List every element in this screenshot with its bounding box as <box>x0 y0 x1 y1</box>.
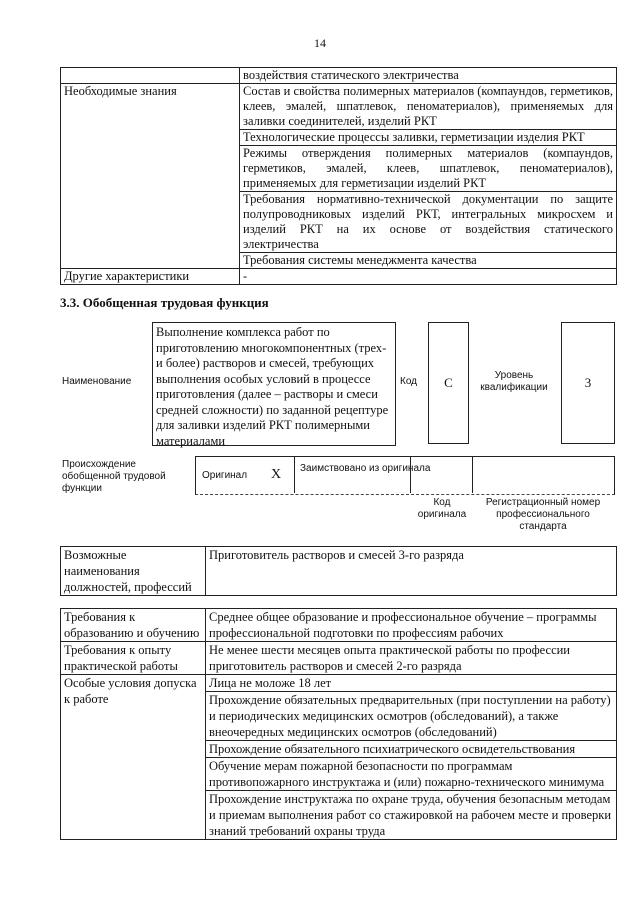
table-cell-value: Требования системы менеджмента качества <box>240 253 617 269</box>
list-item: Прохождение инструктажа по охране труда, обучения безопасным методам и приемам выполнения работ со стажировкой на рабочем месте и проверки знаний требований охраны труда <box>206 790 616 839</box>
table-row <box>61 675 617 840</box>
table-row <box>61 609 617 642</box>
page-number: 14 <box>314 36 326 50</box>
table-row <box>61 547 617 596</box>
level-value: 3 <box>584 375 592 390</box>
list-item: Прохождение обязательного психиатрического освидетельствования <box>206 740 616 757</box>
table-cell-value: Технологические процессы заливки, герметизации изделия РКТ <box>240 130 617 146</box>
origin-code-caption: Код оригинала <box>417 497 467 520</box>
table-cell-value: Требования нормативно-технической документации по защите полупроводниковых изделий РКТ, интегральных микросхем и изделий РКТ на их основе от воздействия статического электричества <box>240 192 617 253</box>
section-title: 3.3. Обобщенная трудовая функция <box>60 295 269 310</box>
level-label: Уровень квалификации <box>480 370 548 393</box>
origin-reg-caption: Регистрационный номер профессионального стандарта <box>485 497 601 532</box>
requirements-table <box>60 608 617 840</box>
table-row <box>61 84 617 130</box>
divider <box>294 456 295 493</box>
list-item: Лица не моложе 18 лет <box>209 676 332 690</box>
table-cell-value <box>206 675 617 840</box>
code-value: C <box>444 375 453 390</box>
table-row <box>61 269 617 285</box>
table-cell-label <box>61 68 240 84</box>
divider <box>410 456 411 493</box>
origin-original-label: Оригинал <box>202 470 248 481</box>
table-cell-value: Не менее шести месяцев опыта практической работы по профессии приготовитель растворов и смесей 2-го разряда <box>206 642 617 675</box>
name-label: Наименование <box>62 376 132 387</box>
knowledge-table <box>60 67 617 285</box>
code-label: Код <box>400 376 418 387</box>
level-box <box>561 322 615 444</box>
table-cell-label: Необходимые знания <box>61 84 240 269</box>
table-cell-value: Приготовитель растворов и смесей 3-го разряда <box>206 547 617 596</box>
divider <box>472 456 473 493</box>
list-item: Обучение мерам пожарной безопасности по программам противопожарного инструктажа и (или) пожарно-технического минимума <box>206 757 616 790</box>
positions-table <box>60 546 617 596</box>
origin-borrowed-label: Заимствовано из оригинала <box>300 463 431 474</box>
origin-mark: X <box>271 467 282 482</box>
origin-row <box>195 456 615 495</box>
table-cell-value: воздействия статического электричества <box>240 68 617 84</box>
table-row <box>61 68 617 84</box>
code-box <box>428 322 469 444</box>
table-cell-value: Режимы отверждения полимерных материалов (компаундов, герметиков, эмалей, клеев, шпатлевок, пеноматериалов), применяемых для герметизации изделий РКТ <box>240 146 617 192</box>
table-row <box>61 642 617 675</box>
table-cell-label: Особые условия допуска к работе <box>61 675 206 840</box>
list-item: Прохождение обязательных предварительных (при поступлении на работу) и периодических медицинских осмотров (обследований), а также внеочередных медицинских осмотров (обследований) <box>206 691 616 740</box>
table-cell-value: - <box>240 269 617 285</box>
table-cell-value: Состав и свойства полимерных материалов (компаундов, герметиков, клеев, эмалей, шпатлевок, пеноматериалов), применяемых для заливки соединителей, изделий РКТ <box>240 84 617 130</box>
origin-label: Происхождение обобщенной трудовой функции <box>62 459 166 494</box>
table-cell-label: Требования к опыту практической работы <box>61 642 206 675</box>
table-cell-value: Среднее общее образование и профессиональное обучение – программы профессиональной подготовки по профессиям рабочих <box>206 609 617 642</box>
function-name-box: Выполнение комплекса работ по приготовлению многокомпонентных (трех- и более) растворов и смесей, требующих выполнения особых условий в процессе приготовления (далее – растворы и смеси средней сложности) по заданной рецептуре для заливки изделий РКТ полимерными материалами <box>152 322 396 446</box>
table-cell-label: Возможные наименования должностей, профессий <box>61 547 206 596</box>
table-cell-label: Требования к образованию и обучению <box>61 609 206 642</box>
table-cell-label: Другие характеристики <box>61 269 240 285</box>
